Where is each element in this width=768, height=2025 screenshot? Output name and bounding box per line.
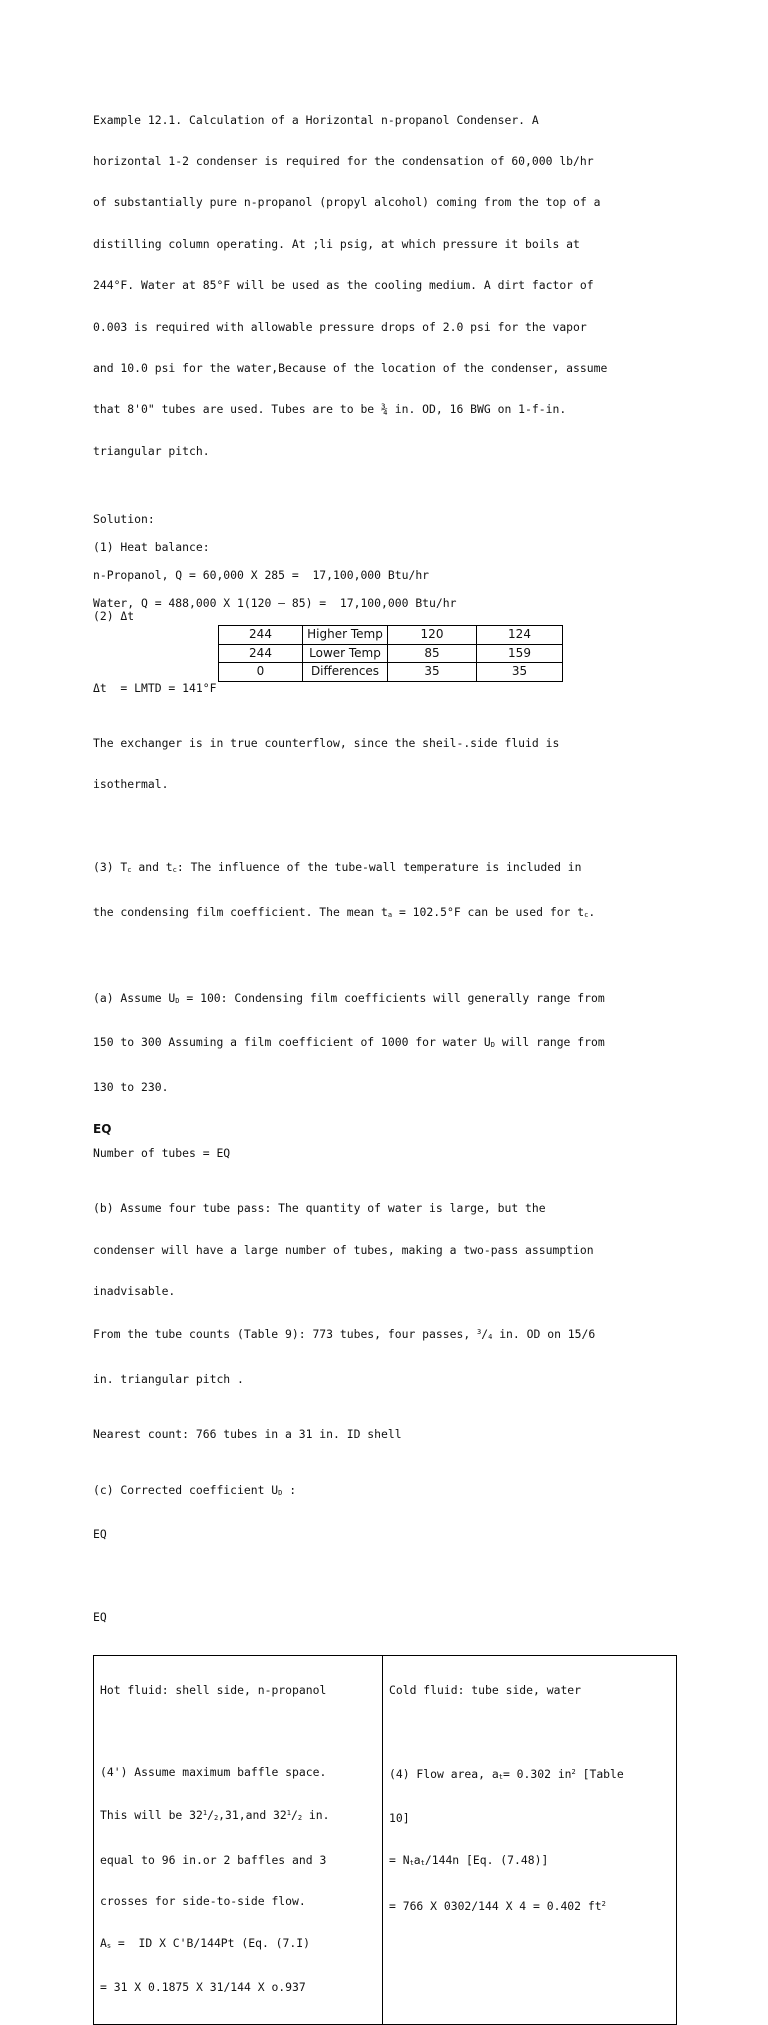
hot-fluid-line: = 31 X 0.1875 X 31/144 X o.937 (100, 1979, 306, 1994)
problem-line: 0.003 is required with allowable pressure drops of 2.0 psi for the vapor (93, 319, 587, 334)
table-cell: 244 (219, 644, 303, 663)
step-3a-text (93, 964, 678, 1122)
step-3-line: (3) $T_c$ and $t_c$: The influence of the tube-wall temperature is included in (93, 860, 582, 875)
problem-statement (93, 86, 678, 486)
hot-fluid-line: (4') Assume maximum baffle space. (100, 1764, 327, 1779)
hot-fluid-line: $A_s$ = ID X C'B/144Pt (Eq. (7.I) (100, 1935, 310, 1950)
equation-placeholder: EQ (93, 1610, 107, 1625)
table-row (219, 663, 563, 682)
table-cell: 35 (477, 663, 563, 682)
table-cell: 159 (477, 644, 563, 663)
nearest-count: Nearest count: 766 tubes in a 31 in. ID shell (93, 1427, 402, 1442)
table-cell: 85 (388, 644, 477, 663)
equation-placeholder: EQ (93, 1121, 112, 1136)
step-3b-text (93, 1175, 678, 1415)
hot-fluid-line: This will be $32^1/_2,31,and$ $32^1/_2$ in. (100, 1808, 330, 1823)
table-row (94, 1656, 677, 2025)
step-3b-line: From the tube counts (Table 9): 773 tubes, four passes, $^3/_4$ in. OD on 15/6 (93, 1327, 596, 1342)
step-3b-line: inadvisable. (93, 1284, 176, 1299)
hot-fluid-column (94, 1656, 383, 2025)
step-3b-line: condenser will have a large number of tubes, making a two-pass assumption (93, 1242, 594, 1257)
note-line: The exchanger is in true counterflow, since the sheil-.side fluid is (93, 735, 560, 750)
problem-line: of substantially pure n-propanol (propyl alcohol) coming from the top of a (93, 195, 601, 210)
heat-balance-propanol: n-Propanol, Q = 60,000 X 285 = 17,100,000 Btu/hr (93, 567, 430, 582)
number-of-tubes: Number of tubes = EQ (93, 1145, 231, 1160)
problem-line: horizontal 1-2 condenser is required for the condensation of 60,000 lb/hr (93, 153, 594, 168)
step-3c-text (93, 1456, 678, 1652)
hot-fluid-line: equal to 96 in.or 2 baffles and 3 (100, 1852, 327, 1867)
equation-placeholder: EQ (93, 1527, 107, 1542)
fluid-comparison-table (93, 1655, 677, 2025)
problem-line: triangular pitch. (93, 443, 210, 458)
step-3b-line: in. triangular pitch . (93, 1371, 244, 1386)
temperature-table (218, 625, 563, 682)
table-cell: 124 (477, 626, 563, 645)
table-row (219, 626, 563, 645)
table-cell: 244 (219, 626, 303, 645)
hot-fluid-line: crosses for side-to-side flow. (100, 1894, 306, 1909)
note-line: isothermal. (93, 777, 169, 792)
document-page (93, 86, 678, 2025)
hot-fluid-heading: Hot fluid: shell side, n-propanol (100, 1683, 327, 1697)
delta-t-heading: (2) Δt (93, 609, 135, 624)
counterflow-note (93, 709, 678, 819)
step-3c-line: (c) Corrected coefficient $U_D$ : (93, 1482, 297, 1497)
table-cell: 35 (388, 663, 477, 682)
cold-fluid-line: (4) Flow area, $a_t= 0.302$ $in^2$ [Table (389, 1766, 624, 1781)
cold-fluid-line: = $N_ta_t/144n$ [Eq. (7.48)] (389, 1852, 549, 1867)
cold-fluid-heading: Cold fluid: tube side, water (389, 1683, 582, 1697)
cold-fluid-line: = 766 X 0302/144 X 4 = 0.402 $ft^2$ (389, 1899, 606, 1914)
step-3a-line: 150 to 300 Assuming a film coefficient of 1000 for water $U_D$ will range from (93, 1035, 605, 1050)
table-cell: Differences (303, 663, 388, 682)
step-3b-line: (b) Assume four tube pass: The quantity of water is large, but the (93, 1201, 546, 1216)
table-cell: 0 (219, 663, 303, 682)
cold-fluid-column (383, 1656, 677, 2025)
problem-line: and 10.0 psi for the water,Because of the location of the condenser, assume (93, 360, 608, 375)
problem-line: Example 12.1. Calculation of a Horizontal n-propanol Condenser. A (93, 112, 539, 127)
problem-line: distilling column operating. At ;li psig, at which pressure it boils at (93, 236, 580, 251)
table-cell: Higher Temp (303, 626, 388, 645)
table-cell: 120 (388, 626, 477, 645)
table-cell: Lower Temp (303, 644, 388, 663)
problem-line: that 8'0" tubes are used. Tubes are to be ¾ in. OD, 16 BWG on 1-f-in. (93, 402, 567, 417)
problem-line: 244°F. Water at 85°F will be used as the cooling medium. A dirt factor of (93, 278, 594, 293)
cold-fluid-line: 10] (389, 1811, 410, 1826)
step-3-text (93, 834, 678, 950)
solution-heading: Solution: (93, 512, 155, 527)
step-3-line: the condensing film coefficient. The mean $t_a = 102.5^\circ F$ can be used for $t_c$. (93, 904, 596, 919)
step-3a-line: 130 to 230. (93, 1079, 169, 1094)
step-3a-line: (a) Assume $U_D = 100$: Condensing film coefficients will generally range from (93, 990, 605, 1005)
heat-balance-heading: (1) Heat balance: (93, 539, 210, 554)
table-row (219, 644, 563, 663)
heat-balance-water: Water, Q = 488,000 X 1(120 – 85) = 17,100,000 Btu/hr (93, 595, 457, 610)
lmtd-line: Δt = LMTD = 141°F (93, 680, 217, 695)
